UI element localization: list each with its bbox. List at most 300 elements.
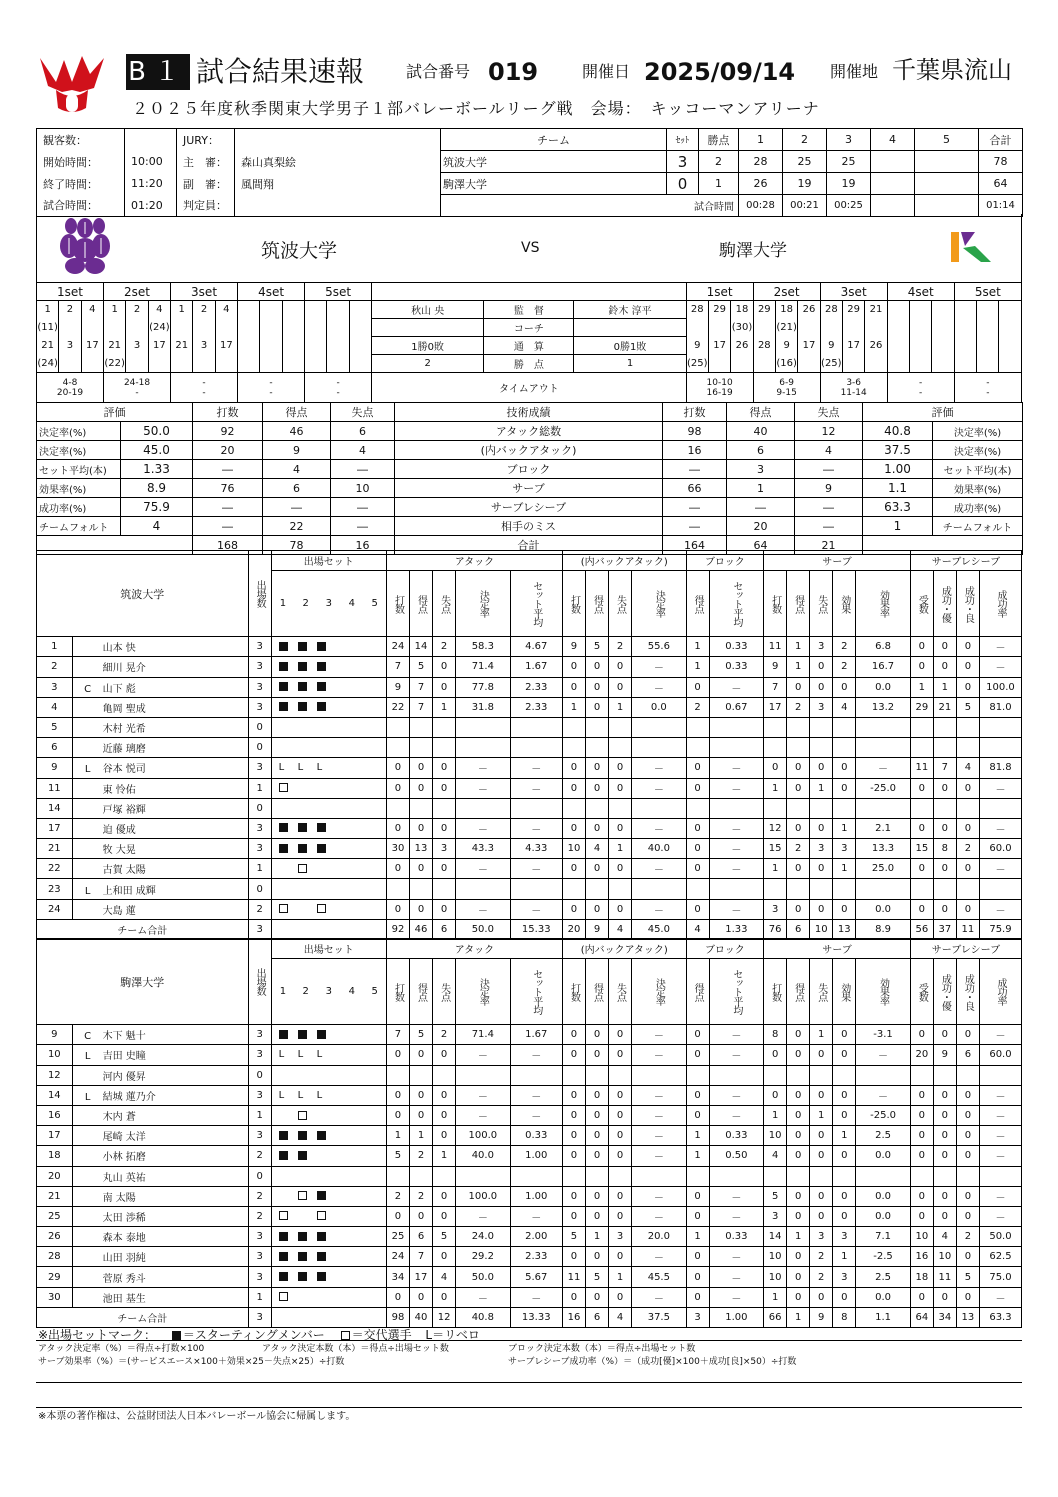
timeout-label: タイムアウト [372,373,687,403]
player-stat: 1 [686,1227,709,1247]
player-stat: － [632,899,687,919]
player-stat: 0 [585,758,608,778]
away-timeout-set2: 6-9 9-15 [753,373,820,403]
set5-col-header: 5 [915,129,979,151]
legend-libero: L＝リベロ [425,1328,480,1342]
back-attack-group: (内バックアタック) [562,939,686,959]
player-stat: 0 [956,818,979,838]
player-stat: 75.0 [979,1267,1021,1287]
player-number: 14 [37,1085,73,1105]
player-row [37,1085,1022,1105]
player-stat: 0 [686,818,709,838]
set-number: 3 [325,986,332,998]
player-stat: 0 [910,818,933,838]
away-rotation-cell: 29 [753,301,775,319]
substitute-mark-icon [279,904,288,913]
home-rotation-cell [327,355,349,373]
away-rotation-cell [865,355,887,373]
player-stat: － [709,1025,763,1045]
player-stat: 0 [433,1105,456,1125]
stat-col-header [933,959,956,1025]
away-rotation-cell [999,301,1022,319]
stat-col-label: 失点 [438,594,450,613]
player-stat [562,717,585,737]
player-stat: 0 [764,758,787,778]
player-stat [956,717,979,737]
stat-col-header [340,959,363,1025]
team-total-stat: 66 [764,1307,787,1327]
date-label: 開催日 [582,62,631,81]
player-stat [585,738,608,758]
player-stat: 0 [810,1085,833,1105]
player-stat: 20 [910,1045,933,1065]
player-stat: 2 [609,637,632,657]
player-name: 迫 優成 [102,824,136,836]
player-stat: 7 [410,677,433,697]
player-stat: 0 [810,1206,833,1226]
player-stat: 6 [410,1227,433,1247]
player-stat: 0 [562,1287,585,1307]
set-marks [271,818,386,838]
player-stat: 60.0 [979,1045,1021,1065]
player-stat: 0 [585,1206,608,1226]
away-rotation-cell [887,355,909,373]
player-stat [386,1065,409,1085]
player-stat: 0 [810,899,833,919]
empty-mark [279,1111,288,1120]
home-timeout-set2: 24-18 - [104,373,171,403]
set-marks [271,1287,386,1307]
substitute-mark-icon [317,904,326,913]
player-stat: － [709,758,763,778]
player-stat: 0 [787,818,810,838]
player-stat: 0 [433,677,456,697]
player-stat: 0.67 [709,697,763,717]
home-set1: 28 [739,151,783,173]
team-total-stat: 56 [910,919,933,939]
player-stat: 0.0 [856,1186,911,1206]
player-row [37,879,1022,899]
player-stat: 1 [833,859,856,879]
team-total-stat: 1 [787,1307,810,1327]
set-number: 5 [371,986,378,998]
player-name-cell [72,1186,248,1206]
attack-group: アタック [386,939,562,959]
player-stat: 1 [609,1267,632,1287]
player-number: 25 [37,1206,73,1226]
set-marks [271,859,386,879]
player-stat: 50.0 [456,1267,510,1287]
player-stat [933,879,956,899]
away-league-points: 1 [574,355,686,373]
set-number: 1 [279,986,287,998]
team-total-stat: 6 [433,919,456,939]
stat-a3: ― [795,460,863,479]
team-total-stat: 9 [585,919,608,939]
team-total-stat: 98 [386,1307,409,1327]
jury-value [235,129,441,151]
player-name: 山田 羽純 [102,1253,146,1265]
player-stat: 3 [810,1227,833,1247]
player-stat [562,1065,585,1085]
player-stat: 0 [933,637,956,657]
set2-col-header: 2 [783,129,827,151]
player-name-cell [72,1227,248,1247]
home-errors-header: 失点 [331,403,395,422]
player-stat: － [510,1105,562,1125]
team-total-stat: 63.3 [979,1307,1021,1327]
player-stat: 0 [686,1247,709,1267]
stat-col-header [686,571,709,637]
starter-mark-icon [298,1151,307,1160]
player-stat: － [632,1085,687,1105]
player-stat [410,1166,433,1186]
player-stat: 62.5 [979,1247,1021,1267]
home-rotation-cell [126,355,148,373]
player-stat: 0 [609,1287,632,1307]
player-number: 21 [37,1186,73,1206]
player-stat: 0 [585,697,608,717]
player-stat [585,1166,608,1186]
stat-col-label: 成功・優 [939,973,951,1010]
player-stat [764,738,787,758]
player-stat: 0 [956,1186,979,1206]
player-number: 6 [37,738,73,758]
starter-mark-icon [317,1232,326,1241]
away-points-header: 得点 [727,403,795,422]
away-assistant-coach [574,319,686,337]
home-rotation-cell [81,355,103,373]
set-number: 4 [348,986,355,998]
away-set3: 19 [827,173,871,195]
player-stat: 8 [933,839,956,859]
libero-mark-icon: L [278,1089,285,1101]
player-stat: － [510,1045,562,1065]
stat-col-label: 失点 [614,594,626,613]
player-stat: 0 [609,1025,632,1045]
away-rotation-cell [932,319,954,337]
player-stat: -3.1 [856,1025,911,1045]
player-stat [433,1166,456,1186]
home-rotation-cell [282,355,304,373]
player-row [37,657,1022,677]
player-number: 30 [37,1287,73,1307]
player-stat: 58.3 [456,637,510,657]
away-total: 64 [979,173,1023,195]
player-stat: 0 [562,677,585,697]
played-count: 0 [248,798,271,818]
set-marks [271,899,386,919]
stat-col-header [764,571,787,637]
player-stat [933,717,956,737]
played-count-label: 出場数 [254,968,266,996]
starter-mark-icon [317,1191,326,1200]
away-team-name: 駒澤大学 [719,241,787,261]
stat-col-header [386,959,409,1025]
player-stat [410,717,433,737]
player-number: 2 [37,657,73,677]
home-rotation-cell [349,301,371,319]
player-stat [609,798,632,818]
away-rotation-cell [977,355,999,373]
home-rotation-cell: (22) [104,355,126,373]
team-total-stat: 13 [956,1307,979,1327]
player-name-cell [72,1045,248,1065]
player-stat: 4 [833,697,856,717]
player-stat: － [456,899,510,919]
player-row [37,1166,1022,1186]
player-stat: 17 [764,697,787,717]
team-total-played: 3 [248,1307,271,1327]
home-attempts-header: 打数 [193,403,263,422]
player-stat: 0 [609,657,632,677]
player-stat: 2 [787,697,810,717]
home-rotation-cell [238,319,260,337]
player-stat: 4 [433,1267,456,1287]
home-rotation-cell [260,319,282,337]
stat-col-label: 得点 [792,594,804,613]
home-rotation-cell [282,301,304,319]
stat-col-label: 受数 [916,982,928,1001]
substitute-mark-icon [298,864,307,873]
player-stat: 0 [609,1105,632,1125]
player-stat: 30 [386,839,409,859]
player-stat: 40.0 [456,1146,510,1166]
home-rotation-cell [193,319,215,337]
stat-h2: 78 [263,536,331,555]
player-name-cell [72,839,248,859]
player-stat [510,798,562,818]
player-stat: 2 [810,1267,833,1287]
player-stat: － [510,818,562,838]
player-row [37,1025,1022,1045]
stat-col-header [609,571,632,637]
player-stat: 2 [686,697,709,717]
team-total-stat: 6 [585,1307,608,1327]
table-team-name: 筑波大学 [37,551,249,637]
player-stat: 0 [956,1206,979,1226]
played-count-header [248,939,271,1025]
away-set5-header: 5set [954,283,1021,301]
home-assistant-coach [372,319,484,337]
player-stat: 9 [933,1045,956,1065]
player-stat: 0 [787,1045,810,1065]
player-stat: 3 [833,1227,856,1247]
player-stat: 0 [585,1025,608,1045]
player-stat: 1 [810,778,833,798]
player-stat: － [709,1085,763,1105]
player-stat: 0 [433,818,456,838]
stat-col-label: 得点 [415,594,427,613]
vs-label: VS [521,240,540,256]
player-stat: － [709,1186,763,1206]
player-stat [810,879,833,899]
away-rotation-cell: 28 [686,301,708,319]
stat-col-label: セット平均 [530,969,542,1015]
home-rotation-cell [59,355,81,373]
stat-col-label: 打数 [392,982,404,1001]
player-stat: 1 [810,1025,833,1045]
home-timeout-set3: - - [171,373,238,403]
player-stat: 0 [933,1206,956,1226]
stat-col-label: 得点 [591,982,603,1001]
player-stat: 0 [386,899,409,919]
away-rotation-cell [999,319,1022,337]
player-stat: 0 [833,1025,856,1045]
player-stat [933,798,956,818]
player-stat: 0.0 [856,899,911,919]
away-attempts-header: 打数 [663,403,727,422]
set-marks [271,677,386,697]
subtitle: ２０２５年度秋季関東大学男子１部バレーボールリーグ戦 会場： キッコーマンアリーナ [132,99,820,118]
match-no: 019 [488,58,539,86]
player-stat: 0 [933,1105,956,1125]
player-stat: 0 [433,1085,456,1105]
player-stat: 0 [410,859,433,879]
stat-col-label: 打数 [392,594,404,613]
player-stat [810,717,833,737]
player-stat: 0 [386,818,409,838]
player-stat: 0 [686,1025,709,1045]
player-stat: 0 [433,758,456,778]
away-rotation-cell [842,355,864,373]
player-stat: － [510,1287,562,1307]
player-stat [686,1065,709,1085]
player-name: 太田 渉稀 [102,1212,146,1224]
player-stat: 7 [386,1025,409,1045]
player-stat: 3 [810,697,833,717]
player-stat: 5.67 [510,1267,562,1287]
player-stat: 3 [810,839,833,859]
player-stat: 0 [833,1186,856,1206]
played-count: 3 [248,697,271,717]
rotation-table [36,282,1022,403]
set3-col-header: 3 [827,129,871,151]
away-rotation-cell [708,319,730,337]
away-points: 1 [699,173,739,195]
score-team-away: 駒澤大学 [441,173,667,195]
player-stat: 13 [410,839,433,859]
player-stat: 0 [433,1045,456,1065]
home-rotation-cell: 1 [104,301,126,319]
player-stat: 0 [609,1045,632,1065]
player-stat: 0 [585,1105,608,1125]
player-name: 東 怜佑 [102,784,136,796]
end-time: 11:20 [125,173,177,195]
player-name: 菅原 秀斗 [102,1273,146,1285]
skill-header: 技術成績 [395,403,663,422]
away-errors-header: 失点 [795,403,863,422]
match-time-label: 試合時間： [37,195,125,217]
starter-mark-icon [317,823,326,832]
player-stat: 0 [585,1126,608,1146]
player-stat: 1 [433,697,456,717]
set-marks [271,798,386,818]
player-stat: 0 [410,1105,433,1125]
player-stat: 3 [764,1206,787,1226]
player-stat: 24 [386,637,409,657]
player-stat: -2.5 [856,1247,911,1267]
player-stat: 7 [764,677,787,697]
played-count: 3 [248,818,271,838]
stat-h2: 46 [263,422,331,441]
referee1-label: 主 審： [177,151,235,173]
stat-col-label: 打数 [568,594,580,613]
libero-mark-icon: L [297,1049,304,1061]
stat-col-header [562,959,585,1025]
player-stat: 2 [433,1025,456,1045]
played-count: 3 [248,657,271,677]
player-stat: 6 [956,1045,979,1065]
away-rotation-cell: (25) [820,355,842,373]
substitute-mark-icon [298,1111,307,1120]
stat-col-label: 決定率 [477,590,489,618]
starter-mark-icon [317,682,326,691]
player-stat: 0 [686,1085,709,1105]
away-rotation-cell: 17 [708,337,730,355]
player-stat: 0 [787,1085,810,1105]
player-stat [686,738,709,758]
home-rotation-cell: 3 [126,337,148,355]
player-name: 結城 蓮乃介 [102,1091,156,1103]
player-name-cell [72,657,248,677]
stat-al: 効果率(%) [933,479,1023,498]
player-stat: 5 [410,1025,433,1045]
stat-col-header [363,571,386,637]
home-rotation-cell: 17 [148,337,170,355]
player-stat [787,1166,810,1186]
home-rotation-cell [171,319,193,337]
player-stat: 0.50 [709,1146,763,1166]
away-rotation-cell [686,319,708,337]
stat-al: セット平均(本) [933,460,1023,479]
substitute-mark-icon [279,1292,288,1301]
home-rotation-cell [305,301,327,319]
team-total-stat: 3 [686,1307,709,1327]
player-stat: 0 [410,818,433,838]
player-stat: 9 [386,677,409,697]
empty-mark [298,904,307,913]
away-rotation-cell [865,319,887,337]
player-stat: 10 [764,1267,787,1287]
player-stat [609,738,632,758]
played-count: 2 [248,1146,271,1166]
player-name: 大島 蓮 [102,905,136,917]
player-stat: 0 [609,1206,632,1226]
player-stat: 0 [910,859,933,879]
stat-h3: 4 [331,441,395,460]
player-stat [386,717,409,737]
player-stat: 0 [562,1025,585,1045]
player-stat: 0 [686,839,709,859]
stat-col-header [910,571,933,637]
stat-a3: ― [795,498,863,517]
player-role: L [84,764,91,776]
stat-col-header [410,959,433,1025]
player-stat: 24 [386,1247,409,1267]
player-stat: 0 [686,1105,709,1125]
player-stat: 0.0 [632,697,687,717]
stat-col-header [833,571,856,637]
player-stat: － [709,1045,763,1065]
stat-h1: ― [193,498,263,517]
substitute-mark-icon [279,1211,288,1220]
player-stat [833,1166,856,1186]
player-stat: 0 [686,758,709,778]
player-name-cell [72,1065,248,1085]
player-name: 木村 光希 [102,724,146,736]
home-timeout-set5: - - [305,373,372,403]
